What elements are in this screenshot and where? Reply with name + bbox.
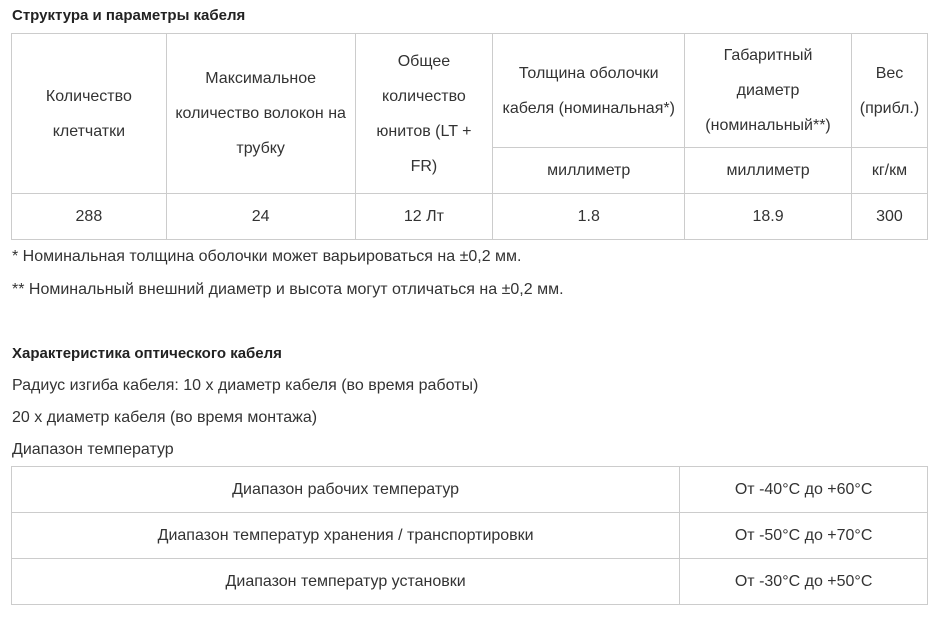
- header-overall-diameter: Габаритный диаметр (номинальный**): [685, 34, 852, 148]
- header-total-units: Общее количество юнитов (LT + FR): [355, 34, 493, 194]
- table-row: [12, 194, 928, 240]
- cell-overall-diameter: 18.9: [685, 194, 852, 240]
- bend-radius-installation: 20 х диаметр кабеля (во время монтажа): [12, 409, 318, 426]
- temperature-range-label: Диапазон температур: [12, 441, 174, 458]
- header-weight: Вес (прибл.): [851, 34, 927, 148]
- cell-weight: 300: [851, 194, 927, 240]
- footnote-sheath: * Номинальная толщина оболочки может варьироваться на ±0,2 мм.: [12, 248, 522, 265]
- table-row: [12, 467, 928, 513]
- temperature-table: [11, 466, 928, 605]
- cable-structure-table: [11, 33, 928, 240]
- structure-section-title: Структура и параметры кабеля: [12, 7, 246, 24]
- header-fiber-count: Количество клетчатки: [12, 34, 167, 194]
- cell-total-units: 12 Лт: [355, 194, 493, 240]
- temp-label-storage: Диапазон температур хранения / транспортировки: [12, 513, 680, 559]
- optical-section-title: Характеристика оптического кабеля: [12, 345, 282, 362]
- temp-value-installation: От -30°C до +50°C: [680, 559, 928, 605]
- temp-value-storage: От -50°C до +70°C: [680, 513, 928, 559]
- temp-value-operating: От -40°C до +60°C: [680, 467, 928, 513]
- table-row: [12, 559, 928, 605]
- temp-label-installation: Диапазон температур установки: [12, 559, 680, 605]
- bend-radius-operation: Радиус изгиба кабеля: 10 х диаметр кабеля (во время работы): [12, 377, 479, 394]
- unit-overall-diameter: миллиметр: [685, 148, 852, 194]
- table-header-row: [12, 34, 928, 148]
- cell-fiber-count: 288: [12, 194, 167, 240]
- header-max-fibers-per-tube: Максимальное количество волокон на трубку: [166, 34, 355, 194]
- cell-sheath-thickness: 1.8: [493, 194, 685, 240]
- header-sheath-thickness: Толщина оболочки кабеля (номинальная*): [493, 34, 685, 148]
- temp-label-operating: Диапазон рабочих температур: [12, 467, 680, 513]
- cell-max-fibers-per-tube: 24: [166, 194, 355, 240]
- unit-weight: кг/км: [851, 148, 927, 194]
- table-row: [12, 513, 928, 559]
- unit-sheath-thickness: миллиметр: [493, 148, 685, 194]
- footnote-diameter: ** Номинальный внешний диаметр и высота могут отличаться на ±0,2 мм.: [12, 281, 564, 298]
